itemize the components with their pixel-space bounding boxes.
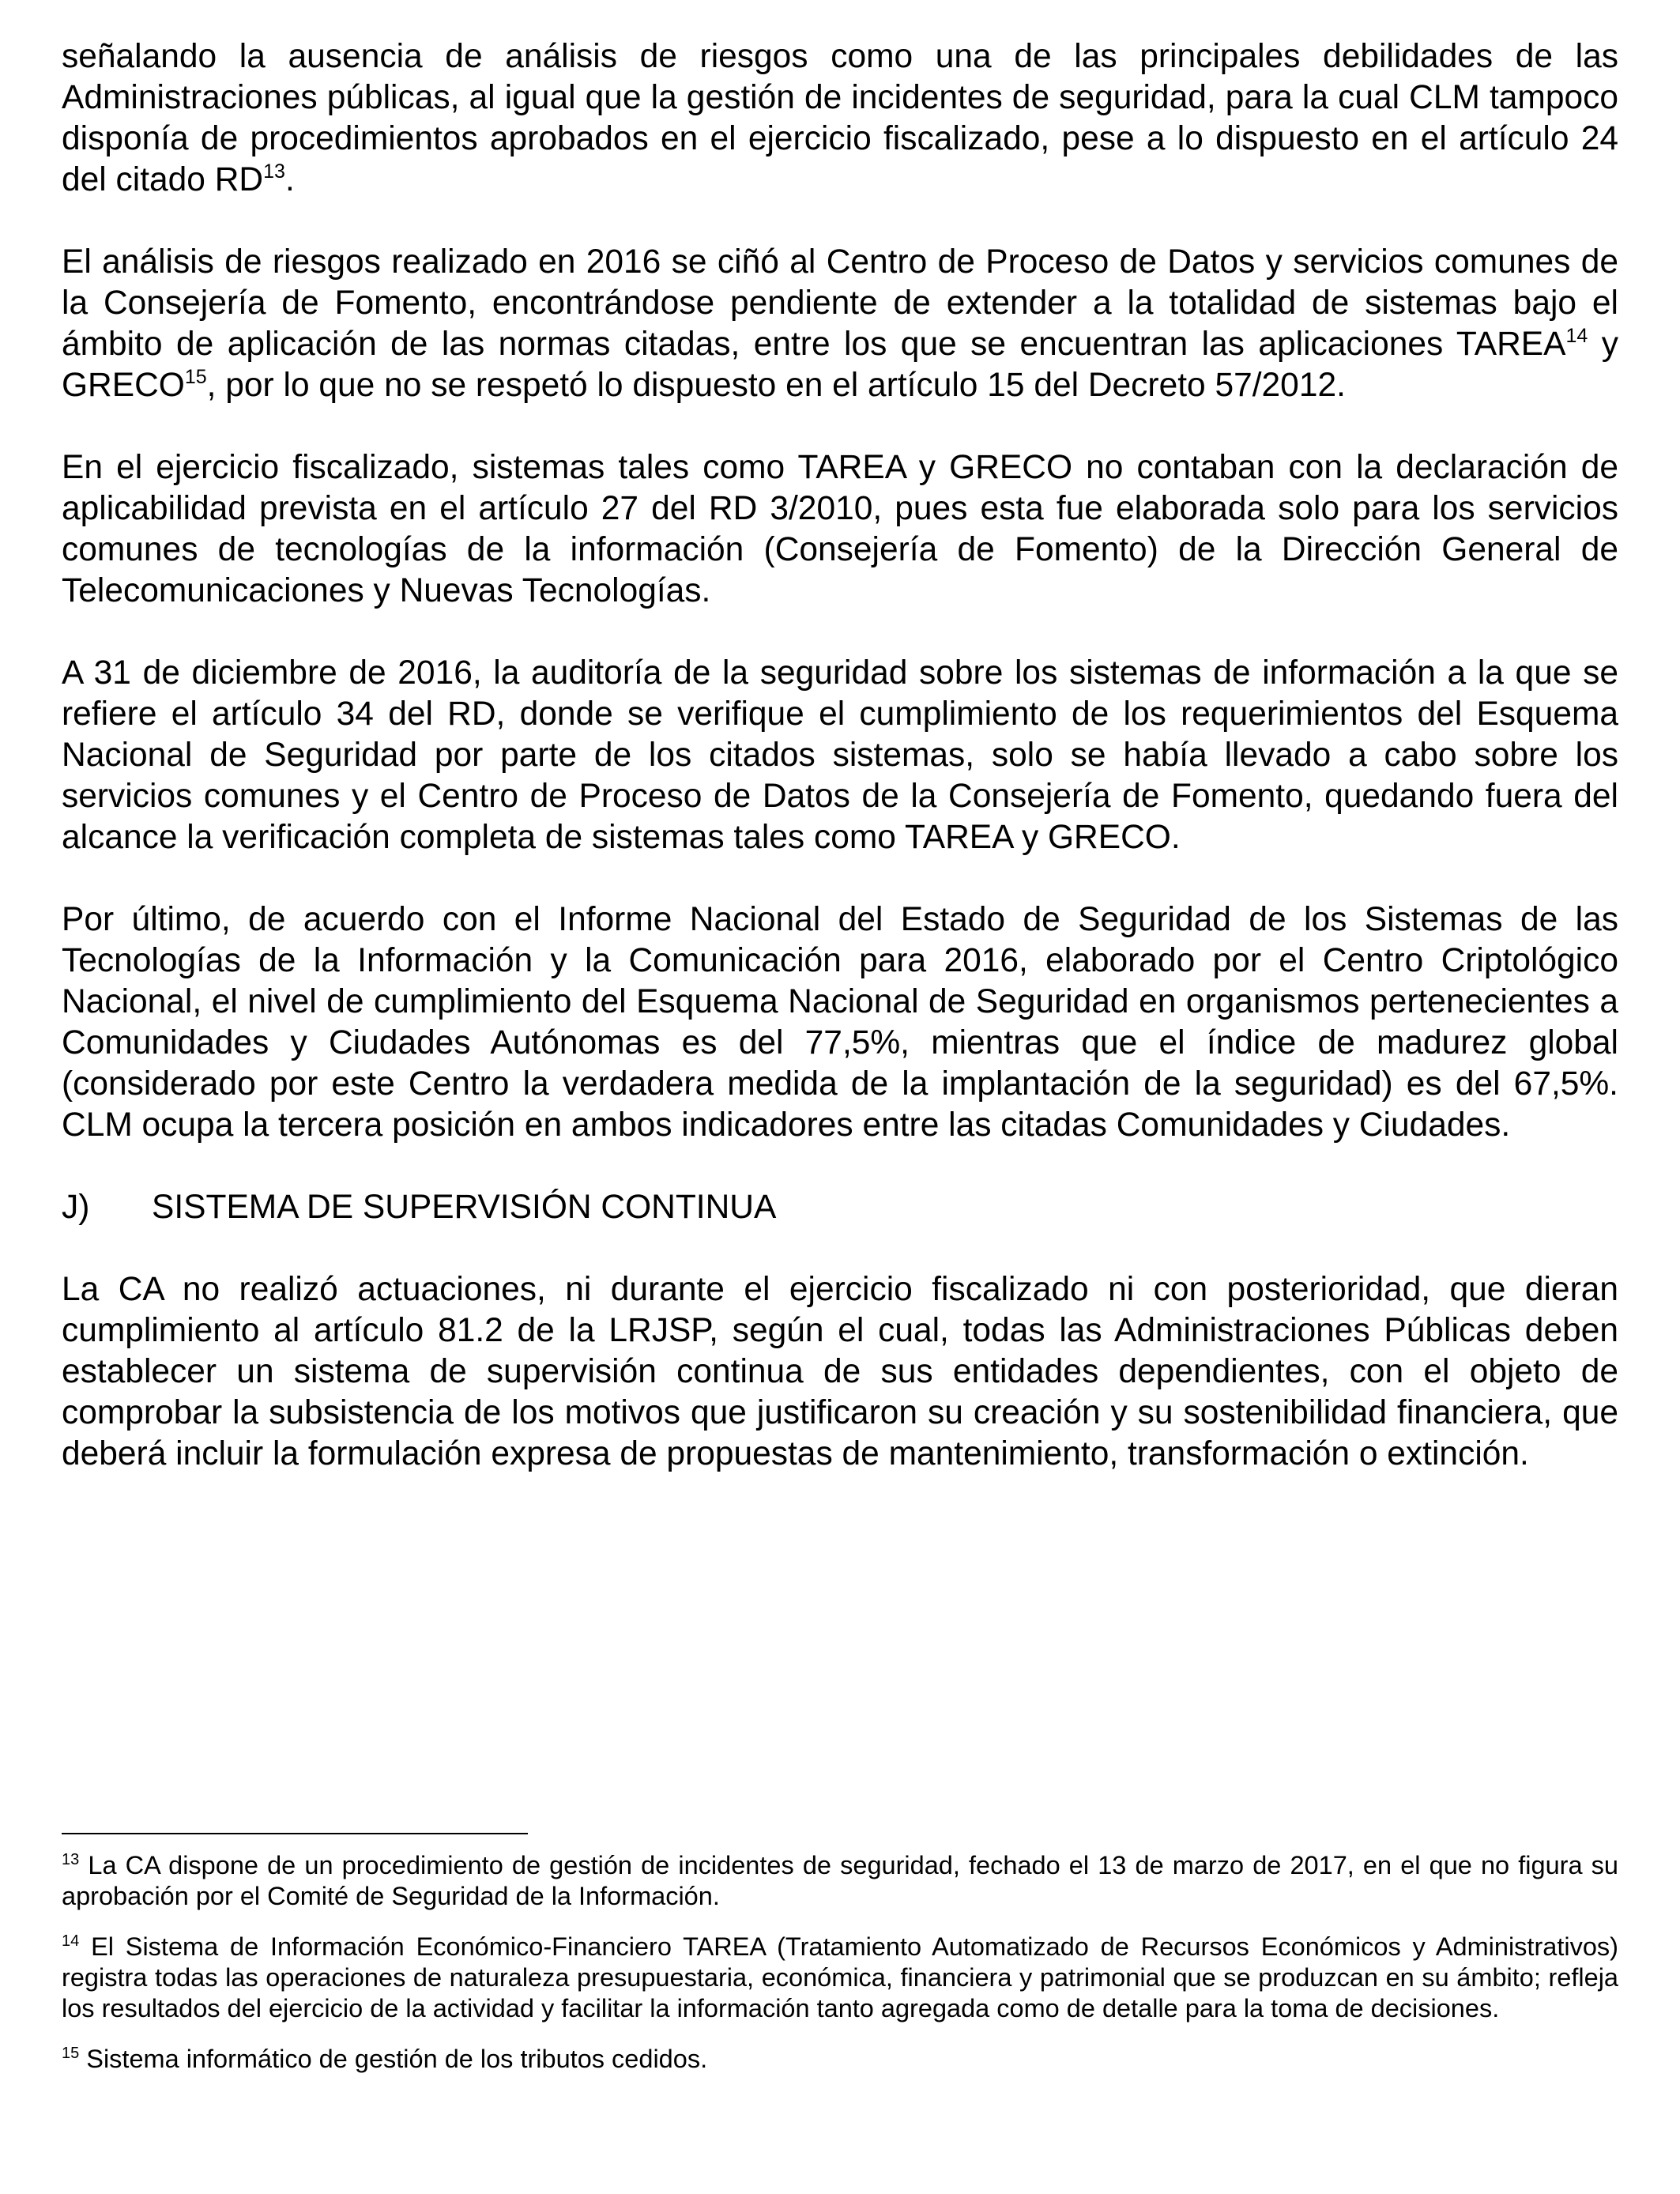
footnote-number: 15	[62, 2045, 80, 2062]
paragraph-risk-analysis-2016	[62, 242, 1618, 406]
footnote-text: Sistema informático de gestión de los tributos cedidos.	[79, 2045, 708, 2073]
paragraph-text: , por lo que no se respetó lo dispuesto en el artículo 15 del Decreto 57/2012.	[206, 367, 1346, 404]
footnote-number: 14	[62, 1932, 80, 1950]
paragraph-text: El análisis de riesgos realizado en 2016 se ciñó al Centro de Proceso de Datos y servicios comunes de la Consejería de Fomento, encontrándose pendiente de extender a la totalidad de sistemas bajo el ámbito de aplicación de las normas citadas, entre los que se encuentran las aplicaciones TAREA	[62, 243, 1618, 363]
footnotes	[62, 1833, 1618, 2094]
footnote-number: 13	[62, 1851, 80, 1868]
section-letter: J)	[62, 1189, 90, 1226]
footnote-15	[62, 2044, 1618, 2075]
paragraph-tail: .	[284, 161, 295, 198]
paragraph-national-report: Por último, de acuerdo con el Informe Nacional del Estado de Seguridad de los Sistemas de las Tecnologías de la Información y la Comunicación para 2016, elaborado por el Centro Criptológico Nacional, el nivel de cumplimiento del Esquema Nacional de Seguridad en organismos pertenecientes a Comunidades y Ciudades Autónomas es del 77,5%, mientras que el índice de madurez global (considerado por este Centro la verdadera medida de la implantación de la seguridad) es del 67,5%. CLM ocupa la tercera posición en ambos indicadores entre las citadas Comunidades y Ciudades.	[62, 901, 1618, 1144]
footnote-ref-13[interactable]: 13	[263, 160, 285, 183]
paragraph-text: señalando la ausencia de análisis de riesgos como una de las principales debilidades de las Administraciones públicas, al igual que la gestión de incidentes de seguridad, para la cual CLM tampoco disponía de procedimientos aprobados en el ejercicio fiscalizado, pese a lo dispuesto en el artículo 24 del citado RD	[62, 38, 1618, 198]
section-title: SISTEMA DE SUPERVISIÓN CONTINUA	[152, 1189, 777, 1226]
footnote-ref-15[interactable]: 15	[184, 366, 207, 388]
paragraph-risk-analysis-weakness	[62, 36, 1618, 201]
paragraph-security-audit: A 31 de diciembre de 2016, la auditoría de la seguridad sobre los sistemas de información a la que se refiere el artículo 34 del RD, donde se verifique el cumplimiento de los requerimientos del Esquema Nacional de Seguridad por parte de los citados sistemas, solo se había llevado a cabo sobre los servicios comunes y el Centro de Proceso de Datos de la Consejería de Fomento, quedando fuera del alcance la verificación completa de sistemas tales como TAREA y GRECO.	[62, 654, 1618, 856]
paragraph-applicability-declaration: En el ejercicio fiscalizado, sistemas tales como TAREA y GRECO no contaban con la declaración de aplicabilidad prevista en el artículo 27 del RD 3/2010, pues esta fue elaborada solo para los servicios comunes de tecnologías de la información (Consejería de Fomento) de la Dirección General de Telecomunicaciones y Nuevas Tecnologías.	[62, 449, 1618, 609]
document-body	[62, 36, 1618, 1516]
footnote-separator	[62, 1833, 528, 1834]
paragraph-continuous-supervision: La CA no realizó actuaciones, ni durante el ejercicio fiscalizado ni con posterioridad, que dieran cumplimiento al artículo 81.2 de la LRJSP, según el cual, todas las Administraciones Públicas deben establecer un sistema de supervisión continua de sus entidades dependientes, con el objeto de comprobar la subsistencia de los motivos que justificaron su creación y su sostenibilidad financiera, que deberá incluir la formulación expresa de propuestas de mantenimiento, transformación o extinción.	[62, 1271, 1618, 1472]
footnote-13	[62, 1850, 1618, 1912]
footnote-text: El Sistema de Información Económico-Financiero TAREA (Tratamiento Automatizado de Recursos Económicos y Administrativos) registra todas las operaciones de naturaleza presupuestaria, económica, financiera y patrimonial que se produzcan en su ámbito; refleja los resultados del ejercicio de la actividad y facilitar la información tanto agregada como de detalle para la toma de decisiones.	[62, 1932, 1618, 2022]
section-heading	[62, 1187, 1618, 1228]
paragraph-text: y GRECO	[62, 326, 1618, 404]
footnote-ref-14[interactable]: 14	[1565, 325, 1588, 347]
footnote-text: La CA dispone de un procedimiento de gestión de incidentes de seguridad, fechado el 13 de marzo de 2017, en el que no figura su aprobación por el Comité de Seguridad de la Información.	[62, 1851, 1618, 1910]
footnote-14	[62, 1932, 1618, 2024]
